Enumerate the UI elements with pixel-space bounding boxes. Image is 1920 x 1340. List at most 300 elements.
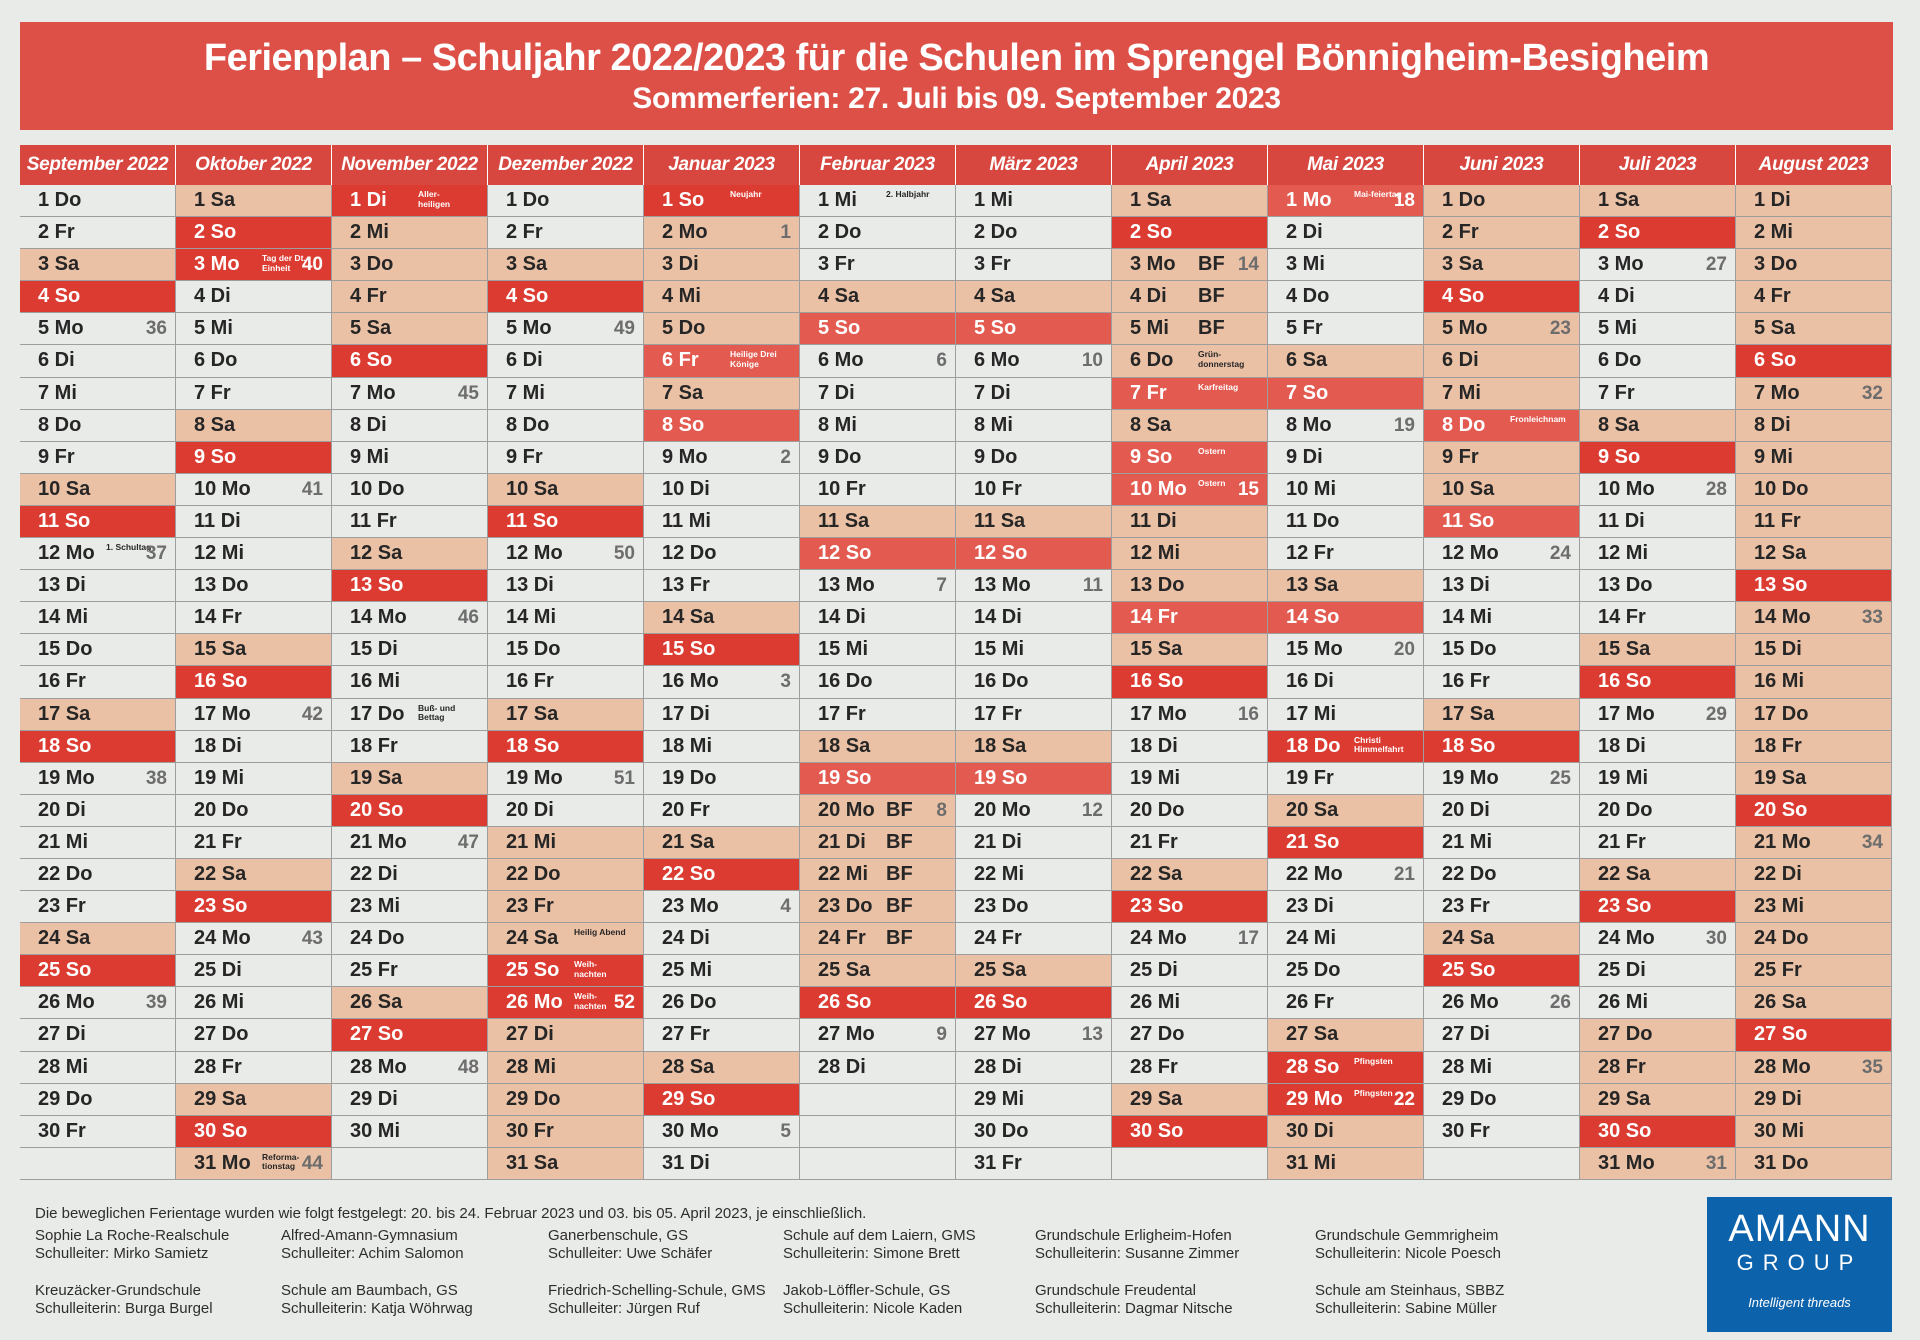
day-label: 14 Mo: [350, 606, 407, 629]
day-label: 27 Di: [1442, 1023, 1490, 1046]
day-cell: [1736, 731, 1892, 763]
day-cell: [488, 891, 644, 923]
day-cell: [1268, 217, 1424, 249]
day-cell: [1268, 1116, 1424, 1148]
day-cell: [20, 795, 176, 827]
day-cell: [20, 281, 176, 313]
day-cell: [332, 1116, 488, 1148]
day-label: 22 Sa: [1598, 862, 1651, 885]
day-label: 29 Mo: [1286, 1087, 1343, 1110]
day-label: 25 Sa: [974, 959, 1027, 982]
day-label: 25 So: [506, 959, 560, 982]
day-label: 4 Di: [1598, 285, 1635, 308]
week-number: 4: [780, 896, 791, 918]
day-cell: [1424, 923, 1580, 955]
day-cell: [1736, 345, 1892, 377]
bridge-day-marker: BF: [886, 862, 913, 885]
day-cell: [1424, 987, 1580, 1019]
school-head: Schulleiterin: Nicole Poesch: [1315, 1245, 1501, 1262]
day-label: 20 Do: [1598, 798, 1653, 821]
day-cell: [1580, 217, 1736, 249]
day-label: 29 Do: [506, 1087, 561, 1110]
day-label: 10 Fr: [974, 477, 1022, 500]
day-cell: [1112, 891, 1268, 923]
day-label: 5 Mo: [38, 317, 84, 340]
week-number: 44: [301, 1152, 323, 1174]
day-cell: [644, 891, 800, 923]
month-column: [1268, 145, 1424, 1180]
day-label: 15 Sa: [1130, 638, 1183, 661]
day-cell: [332, 378, 488, 410]
bridge-day-marker: BF: [1198, 285, 1225, 308]
day-cell: [176, 763, 332, 795]
day-label: 24 Do: [1754, 927, 1809, 950]
day-label: 22 Do: [1442, 862, 1497, 885]
day-label: 1 Di: [1754, 189, 1791, 211]
day-label: 11 Do: [1286, 509, 1340, 532]
month-column: [1736, 145, 1892, 1180]
day-label: 4 Fr: [350, 285, 387, 308]
day-label: 28 Mo: [350, 1055, 407, 1078]
day-label: 10 Mo: [194, 477, 251, 500]
day-cell: [1268, 249, 1424, 281]
day-label: 16 So: [194, 670, 248, 693]
day-cell: [488, 442, 644, 474]
day-cell: [1424, 185, 1580, 217]
day-note: Mai-feiertag: [1354, 189, 1402, 199]
day-label: 23 So: [1130, 895, 1184, 918]
week-number: 34: [1861, 831, 1883, 853]
empty-day-cell: [332, 1148, 488, 1180]
school-head: Schulleiter: Achim Salomon: [281, 1245, 464, 1262]
day-label: 30 So: [1598, 1119, 1652, 1142]
day-label: 24 Sa: [506, 927, 559, 950]
day-cell: [644, 1084, 800, 1116]
day-cell: [1112, 699, 1268, 731]
day-label: 21 Mi: [506, 830, 557, 853]
day-label: 12 Sa: [1754, 542, 1807, 565]
day-cell: [176, 410, 332, 442]
day-cell: [1112, 731, 1268, 763]
day-cell: [1424, 859, 1580, 891]
day-label: 30 Mi: [1754, 1119, 1805, 1142]
day-cell: [1580, 827, 1736, 859]
month-header: April 2023: [1112, 145, 1268, 185]
day-label: 20 Di: [506, 798, 554, 821]
month-column: [1424, 145, 1580, 1180]
day-label: 2 Fr: [506, 221, 543, 244]
day-cell: [800, 378, 956, 410]
day-cell: [332, 313, 488, 345]
day-cell: [488, 570, 644, 602]
day-cell: [1424, 699, 1580, 731]
day-label: 24 Sa: [38, 927, 91, 950]
day-cell: [488, 987, 644, 1019]
month-header: September 2022: [20, 145, 176, 185]
day-cell: [332, 987, 488, 1019]
week-number: 20: [1393, 639, 1415, 661]
day-label: 14 Mo: [1754, 606, 1811, 629]
day-label: 25 Fr: [350, 959, 398, 982]
day-label: 8 Di: [350, 413, 387, 436]
day-cell: [800, 634, 956, 666]
day-cell: [1268, 827, 1424, 859]
day-label: 8 Do: [506, 413, 550, 436]
day-label: 25 Do: [1286, 959, 1341, 982]
day-note: Fronleichnam: [1510, 413, 1566, 424]
day-cell: [20, 217, 176, 249]
day-cell: [1112, 602, 1268, 634]
day-cell: [1736, 1052, 1892, 1084]
school-entry: [35, 1227, 229, 1263]
day-cell: [1112, 185, 1268, 217]
day-label: 26 Fr: [1286, 991, 1334, 1014]
day-label: 27 Fr: [662, 1023, 710, 1046]
day-cell: [332, 249, 488, 281]
day-cell: [488, 506, 644, 538]
day-cell: [488, 410, 644, 442]
day-label: 13 Mo: [974, 574, 1031, 597]
day-label: 20 Mo: [818, 798, 875, 821]
day-cell: [644, 987, 800, 1019]
day-label: 7 Mi: [506, 381, 545, 404]
day-label: 7 Mi: [38, 381, 77, 404]
day-cell: [488, 795, 644, 827]
day-label: 20 So: [350, 798, 404, 821]
day-cell: [1580, 1019, 1736, 1051]
day-label: 22 Sa: [1130, 862, 1183, 885]
day-label: 13 So: [350, 574, 404, 597]
day-cell: [1736, 506, 1892, 538]
day-label: 7 Fr: [1130, 381, 1167, 404]
day-label: 4 So: [506, 285, 549, 308]
day-cell: [1736, 955, 1892, 987]
amann-logo: [1707, 1197, 1892, 1332]
day-cell: [1736, 442, 1892, 474]
day-label: 8 Di: [1754, 413, 1791, 436]
day-label: 16 Fr: [38, 670, 86, 693]
day-cell: [956, 602, 1112, 634]
bridge-day-marker: BF: [886, 927, 913, 950]
day-cell: [488, 634, 644, 666]
day-cell: [332, 699, 488, 731]
day-label: 23 Mi: [1754, 895, 1805, 918]
day-label: 15 Do: [38, 638, 93, 661]
day-label: 4 So: [1442, 285, 1485, 308]
day-cell: [956, 666, 1112, 698]
day-cell: [956, 506, 1112, 538]
day-label: 4 Di: [1130, 285, 1167, 308]
school-head: Schulleiterin: Katja Wöhrwag: [281, 1300, 473, 1317]
day-cell: [644, 185, 800, 217]
week-number: 30: [1705, 928, 1727, 950]
day-label: 5 Mo: [1442, 317, 1488, 340]
day-cell: [1736, 987, 1892, 1019]
day-cell: [1424, 570, 1580, 602]
day-label: 15 Sa: [194, 638, 247, 661]
day-label: 29 Di: [350, 1087, 398, 1110]
day-label: 15 So: [662, 638, 716, 661]
school-name: Sophie La Roche-Realschule: [35, 1227, 230, 1244]
day-label: 19 Mo: [38, 766, 95, 789]
day-cell: [1112, 1084, 1268, 1116]
school-entry: [35, 1282, 213, 1318]
day-label: 9 So: [1598, 445, 1641, 468]
day-label: 15 Mo: [1286, 638, 1343, 661]
day-cell: [644, 1116, 800, 1148]
month-column: [644, 145, 800, 1180]
day-cell: [1424, 827, 1580, 859]
day-cell: [20, 570, 176, 602]
day-label: 2 Mo: [662, 221, 708, 244]
day-cell: [176, 249, 332, 281]
day-cell: [1268, 442, 1424, 474]
day-cell: [644, 634, 800, 666]
day-label: 3 Do: [350, 253, 394, 276]
day-cell: [1268, 602, 1424, 634]
day-cell: [956, 1148, 1112, 1180]
day-cell: [176, 795, 332, 827]
day-cell: [332, 634, 488, 666]
day-cell: [1736, 185, 1892, 217]
day-cell: [176, 602, 332, 634]
empty-day-cell: [800, 1148, 956, 1180]
empty-day-cell: [1112, 1148, 1268, 1180]
week-number: 47: [457, 831, 479, 853]
day-label: 13 Do: [1598, 574, 1653, 597]
day-label: 18 So: [38, 734, 92, 757]
day-cell: [20, 891, 176, 923]
day-label: 18 Fr: [1754, 734, 1802, 757]
day-cell: [1580, 891, 1736, 923]
day-cell: [332, 923, 488, 955]
day-cell: [1580, 506, 1736, 538]
day-cell: [488, 1148, 644, 1180]
day-label: 6 So: [350, 349, 393, 372]
day-label: 10 Mi: [1286, 477, 1337, 500]
day-label: 2 Mi: [350, 221, 389, 244]
day-label: 2 So: [1130, 221, 1173, 244]
day-cell: [1268, 731, 1424, 763]
day-label: 1 Mi: [974, 189, 1013, 211]
school-name: Schule auf dem Laiern, GMS: [783, 1227, 976, 1244]
day-cell: [1424, 345, 1580, 377]
school-name: Ganerbenschule, GS: [548, 1227, 689, 1244]
day-label: 3 Sa: [38, 253, 80, 276]
school-name: Grundschule Gemmrigheim: [1315, 1227, 1499, 1244]
week-number: 46: [457, 607, 479, 629]
day-label: 13 Di: [38, 574, 86, 597]
day-label: 5 Mi: [1598, 317, 1637, 340]
week-number: 38: [145, 767, 167, 789]
school-head: Schulleiter: Jürgen Ruf: [548, 1300, 700, 1317]
day-cell: [1580, 763, 1736, 795]
day-cell: [800, 602, 956, 634]
day-label: 13 Fr: [662, 574, 710, 597]
day-cell: [1736, 1148, 1892, 1180]
school-entry: [548, 1227, 712, 1263]
day-label: 29 Do: [38, 1087, 93, 1110]
day-label: 3 Mo: [1130, 253, 1176, 276]
day-label: 3 Do: [1754, 253, 1798, 276]
day-label: 17 Mo: [1598, 702, 1655, 725]
day-label: 23 Do: [818, 895, 873, 918]
day-label: 18 Sa: [818, 734, 871, 757]
day-label: 21 Di: [974, 830, 1022, 853]
day-cell: [1424, 313, 1580, 345]
week-number: 37: [145, 543, 167, 565]
day-cell: [488, 699, 644, 731]
day-cell: [1268, 1084, 1424, 1116]
day-label: 11 Sa: [974, 509, 1026, 532]
school-name: Alfred-Amann-Gymnasium: [281, 1227, 458, 1244]
day-label: 28 Mo: [1754, 1055, 1811, 1078]
day-cell: [956, 795, 1112, 827]
day-label: 9 Do: [974, 445, 1018, 468]
school-name: Grundschule Erligheim-Hofen: [1035, 1227, 1232, 1244]
day-cell: [1580, 955, 1736, 987]
day-label: 25 Di: [194, 959, 242, 982]
day-label: 12 Do: [662, 542, 717, 565]
day-cell: [1268, 955, 1424, 987]
day-cell: [332, 1084, 488, 1116]
week-number: 18: [1393, 190, 1415, 211]
day-label: 26 Mi: [194, 991, 245, 1014]
day-cell: [1736, 602, 1892, 634]
day-label: 9 Fr: [38, 445, 75, 468]
day-cell: [1580, 538, 1736, 570]
day-cell: [20, 185, 176, 217]
day-note: 1. Schultag: [106, 542, 152, 553]
week-number: 27: [1705, 254, 1727, 276]
day-note: Karfreitag: [1198, 381, 1239, 392]
day-cell: [20, 859, 176, 891]
day-cell: [20, 634, 176, 666]
day-note: Ostern: [1198, 477, 1226, 488]
day-label: 24 Do: [350, 927, 405, 950]
day-label: 26 Mi: [1130, 991, 1181, 1014]
day-label: 7 Di: [818, 381, 855, 404]
day-cell: [644, 410, 800, 442]
day-label: 8 Do: [38, 413, 82, 436]
day-cell: [176, 442, 332, 474]
day-label: 12 Mo: [38, 542, 95, 565]
day-cell: [1112, 570, 1268, 602]
day-label: 12 So: [974, 542, 1028, 565]
day-label: 24 Di: [662, 927, 710, 950]
bridge-day-marker: BF: [886, 830, 913, 853]
week-number: 7: [936, 575, 947, 597]
day-label: 11 Mi: [662, 509, 711, 532]
week-number: 52: [613, 992, 635, 1014]
day-cell: [1424, 731, 1580, 763]
day-label: 23 Mo: [662, 895, 719, 918]
day-cell: [1580, 345, 1736, 377]
day-cell: [332, 827, 488, 859]
day-label: 17 Sa: [506, 702, 559, 725]
day-cell: [20, 955, 176, 987]
day-cell: [20, 1052, 176, 1084]
day-label: 11 Di: [194, 509, 241, 532]
day-label: 21 Di: [818, 830, 866, 853]
day-label: 30 Di: [1286, 1119, 1334, 1142]
day-cell: [20, 923, 176, 955]
day-cell: [1112, 474, 1268, 506]
day-label: 6 Di: [1442, 349, 1479, 372]
week-number: 39: [145, 992, 167, 1014]
day-cell: [176, 570, 332, 602]
day-label: 21 Fr: [194, 830, 242, 853]
day-cell: [1736, 891, 1892, 923]
day-label: 25 Di: [1598, 959, 1646, 982]
day-cell: [800, 795, 956, 827]
day-cell: [332, 185, 488, 217]
day-cell: [20, 378, 176, 410]
day-label: 19 Fr: [1286, 766, 1334, 789]
week-number: 50: [613, 543, 635, 565]
day-cell: [1580, 378, 1736, 410]
day-label: 18 Do: [1286, 734, 1341, 757]
day-cell: [20, 345, 176, 377]
day-label: 16 So: [1130, 670, 1184, 693]
day-label: 6 Mo: [974, 349, 1020, 372]
day-cell: [1736, 923, 1892, 955]
day-label: 28 Mi: [1442, 1055, 1493, 1078]
day-cell: [956, 634, 1112, 666]
day-cell: [800, 827, 956, 859]
day-cell: [644, 378, 800, 410]
day-cell: [1736, 827, 1892, 859]
day-cell: [332, 538, 488, 570]
empty-day-cell: [1424, 1148, 1580, 1180]
day-label: 27 So: [350, 1023, 404, 1046]
day-label: 2 Di: [1286, 221, 1323, 244]
day-note: Reforma-tionstag: [262, 1151, 300, 1172]
day-cell: [1424, 1084, 1580, 1116]
day-label: 30 Fr: [1442, 1119, 1490, 1142]
day-cell: [644, 570, 800, 602]
week-number: 33: [1861, 607, 1883, 629]
day-label: 20 Di: [38, 798, 86, 821]
day-cell: [1112, 795, 1268, 827]
month-column: [956, 145, 1112, 1180]
day-label: 31 Fr: [974, 1151, 1022, 1174]
day-cell: [1580, 474, 1736, 506]
week-number: 35: [1861, 1056, 1883, 1078]
day-label: 17 Sa: [1442, 702, 1495, 725]
day-label: 17 Do: [1754, 702, 1809, 725]
week-number: 40: [301, 254, 323, 276]
day-label: 6 Fr: [662, 349, 699, 372]
day-cell: [956, 1019, 1112, 1051]
school-name: Friedrich-Schelling-Schule, GMS: [548, 1282, 766, 1299]
day-label: 13 Di: [1442, 574, 1490, 597]
day-label: 9 Fr: [506, 445, 543, 468]
month-column: [488, 145, 644, 1180]
day-label: 6 Do: [1130, 349, 1174, 372]
day-label: 29 Sa: [1598, 1087, 1651, 1110]
day-label: 16 Do: [974, 670, 1029, 693]
day-cell: [644, 1019, 800, 1051]
week-number: 24: [1549, 543, 1571, 565]
day-cell: [1736, 474, 1892, 506]
day-cell: [800, 859, 956, 891]
day-label: 4 Sa: [818, 285, 860, 308]
day-cell: [20, 1019, 176, 1051]
day-note: Heilig Abend: [574, 927, 626, 938]
day-cell: [1424, 1019, 1580, 1051]
day-label: 15 Do: [506, 638, 561, 661]
